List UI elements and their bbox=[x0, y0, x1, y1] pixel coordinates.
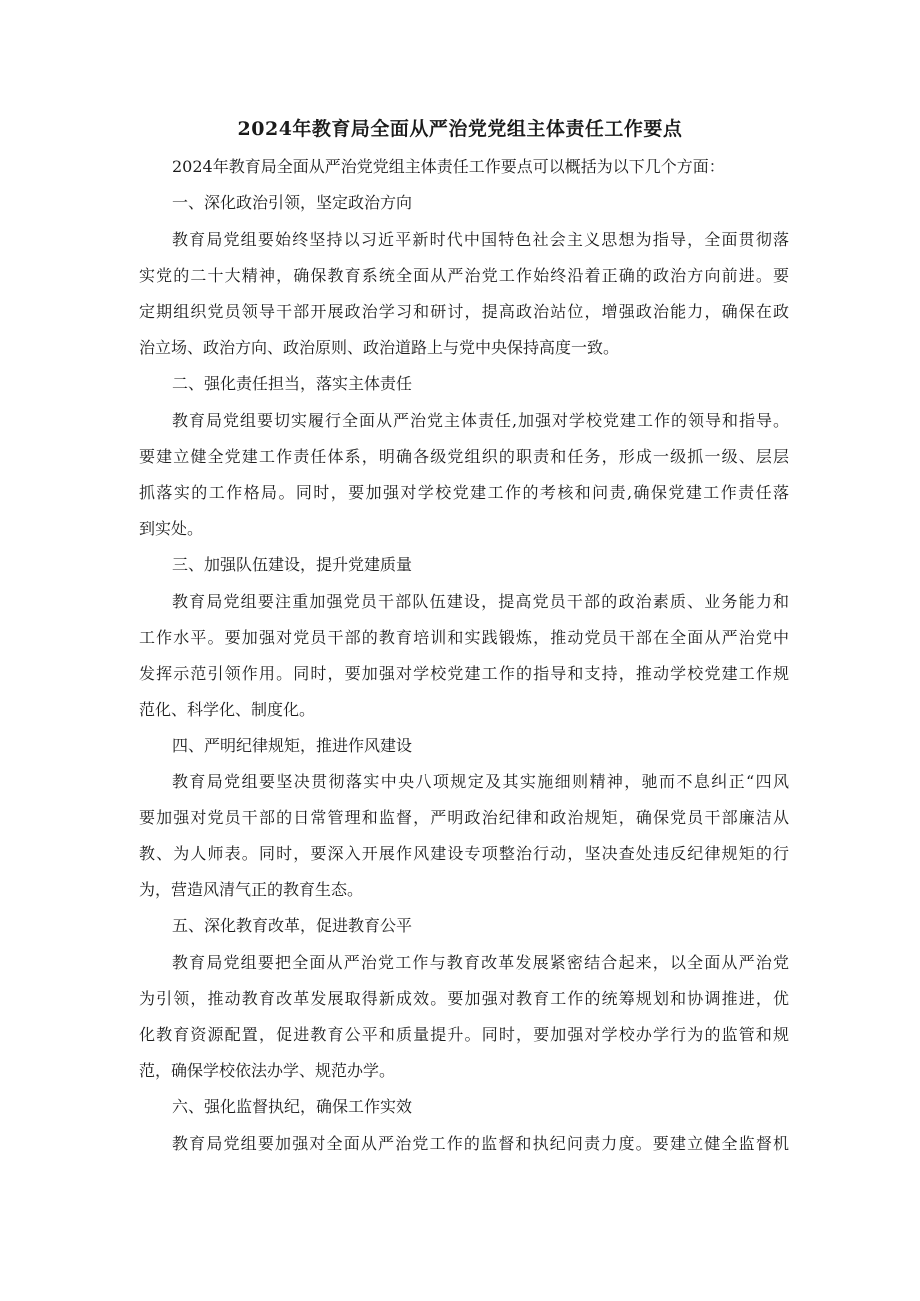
section-4-line-3: 教、为人师表。同时，要深入开展作风建设专项整治行动，坚决查处违反纪律规矩的行 bbox=[139, 844, 789, 863]
section-6-heading: 六、强化监督执纪，确保工作实效 bbox=[172, 1097, 413, 1116]
section-1-line-4: 治立场、政治方向、政治原则、政治道路上与党中央保持高度一致。 bbox=[139, 338, 620, 357]
section-5-heading: 五、深化教育改革，促进教育公平 bbox=[172, 916, 413, 935]
section-1-heading: 一、深化政治引领，坚定政治方向 bbox=[172, 193, 413, 212]
section-3-heading: 三、加强队伍建设，提升党建质量 bbox=[172, 555, 413, 574]
section-2-line-4: 到实处。 bbox=[139, 519, 204, 538]
section-4-line-4: 为，营造风清气正的教育生态。 bbox=[139, 880, 364, 899]
section-1-line-3: 定期组织党员领导干部开展政治学习和研讨，提高政治站位，增强政治能力，确保在政 bbox=[139, 302, 789, 321]
section-2-line-3: 抓落实的工作格局。同时，要加强对学校党建工作的考核和问责,确保党建工作责任落 bbox=[139, 483, 789, 502]
section-4-line-2: 要加强对党员干部的日常管理和监督，严明政治纪律和政治规矩，确保党员干部廉洁从 bbox=[139, 808, 789, 827]
section-5-line-1: 教育局党组要把全面从严治党工作与教育改革发展紧密结合起来，以全面从严治党 bbox=[172, 953, 789, 972]
section-2-line-2: 要建立健全党建工作责任体系，明确各级党组织的职责和任务，形成一级抓一级、层层 bbox=[139, 447, 789, 466]
section-3-line-2: 工作水平。要加强对党员干部的教育培训和实践锻炼，推动党员干部在全面从严治党中 bbox=[139, 628, 789, 647]
section-4-heading: 四、严明纪律规矩，推进作风建设 bbox=[172, 736, 413, 755]
section-3-line-4: 范化、科学化、制度化。 bbox=[139, 700, 316, 719]
section-1-line-1: 教育局党组要始终坚持以习近平新时代中国特色社会主义思想为指导，全面贯彻落 bbox=[172, 230, 789, 249]
section-4-line-1: 教育局党组要坚决贯彻落实中央八项规定及其实施细则精神，驰而不息纠正“四风 bbox=[172, 772, 789, 791]
section-1-line-2: 实党的二十大精神，确保教育系统全面从严治党工作始终沿着正确的政治方向前进。要 bbox=[139, 266, 789, 285]
section-6-line-1: 教育局党组要加强对全面从严治党工作的监督和执纪问责力度。要建立健全监督机 bbox=[172, 1134, 789, 1153]
section-5-line-3: 化教育资源配置，促进教育公平和质量提升。同时，要加强对学校办学行为的监管和规 bbox=[139, 1025, 789, 1044]
section-5-line-2: 为引领，推动教育改革发展取得新成效。要加强对教育工作的统筹规划和协调推进，优 bbox=[139, 989, 789, 1008]
section-3-line-1: 教育局党组要注重加强党员干部队伍建设，提高党员干部的政治素质、业务能力和 bbox=[172, 592, 789, 611]
document-title: 2024年教育局全面从严治党党组主体责任工作要点 bbox=[237, 118, 683, 140]
section-2-heading: 二、强化责任担当，落实主体责任 bbox=[172, 374, 413, 393]
section-2-line-1: 教育局党组要切实履行全面从严治党主体责任,加强对学校党建工作的领导和指导。 bbox=[172, 411, 789, 430]
section-3-line-3: 发挥示范引领作用。同时，要加强对学校党建工作的指导和支持，推动学校党建工作规 bbox=[139, 664, 789, 683]
intro-paragraph: 2024年教育局全面从严治党党组主体责任工作要点可以概括为以下几个方面： bbox=[172, 157, 725, 176]
section-5-line-4: 范，确保学校依法办学、规范办学。 bbox=[139, 1061, 396, 1080]
